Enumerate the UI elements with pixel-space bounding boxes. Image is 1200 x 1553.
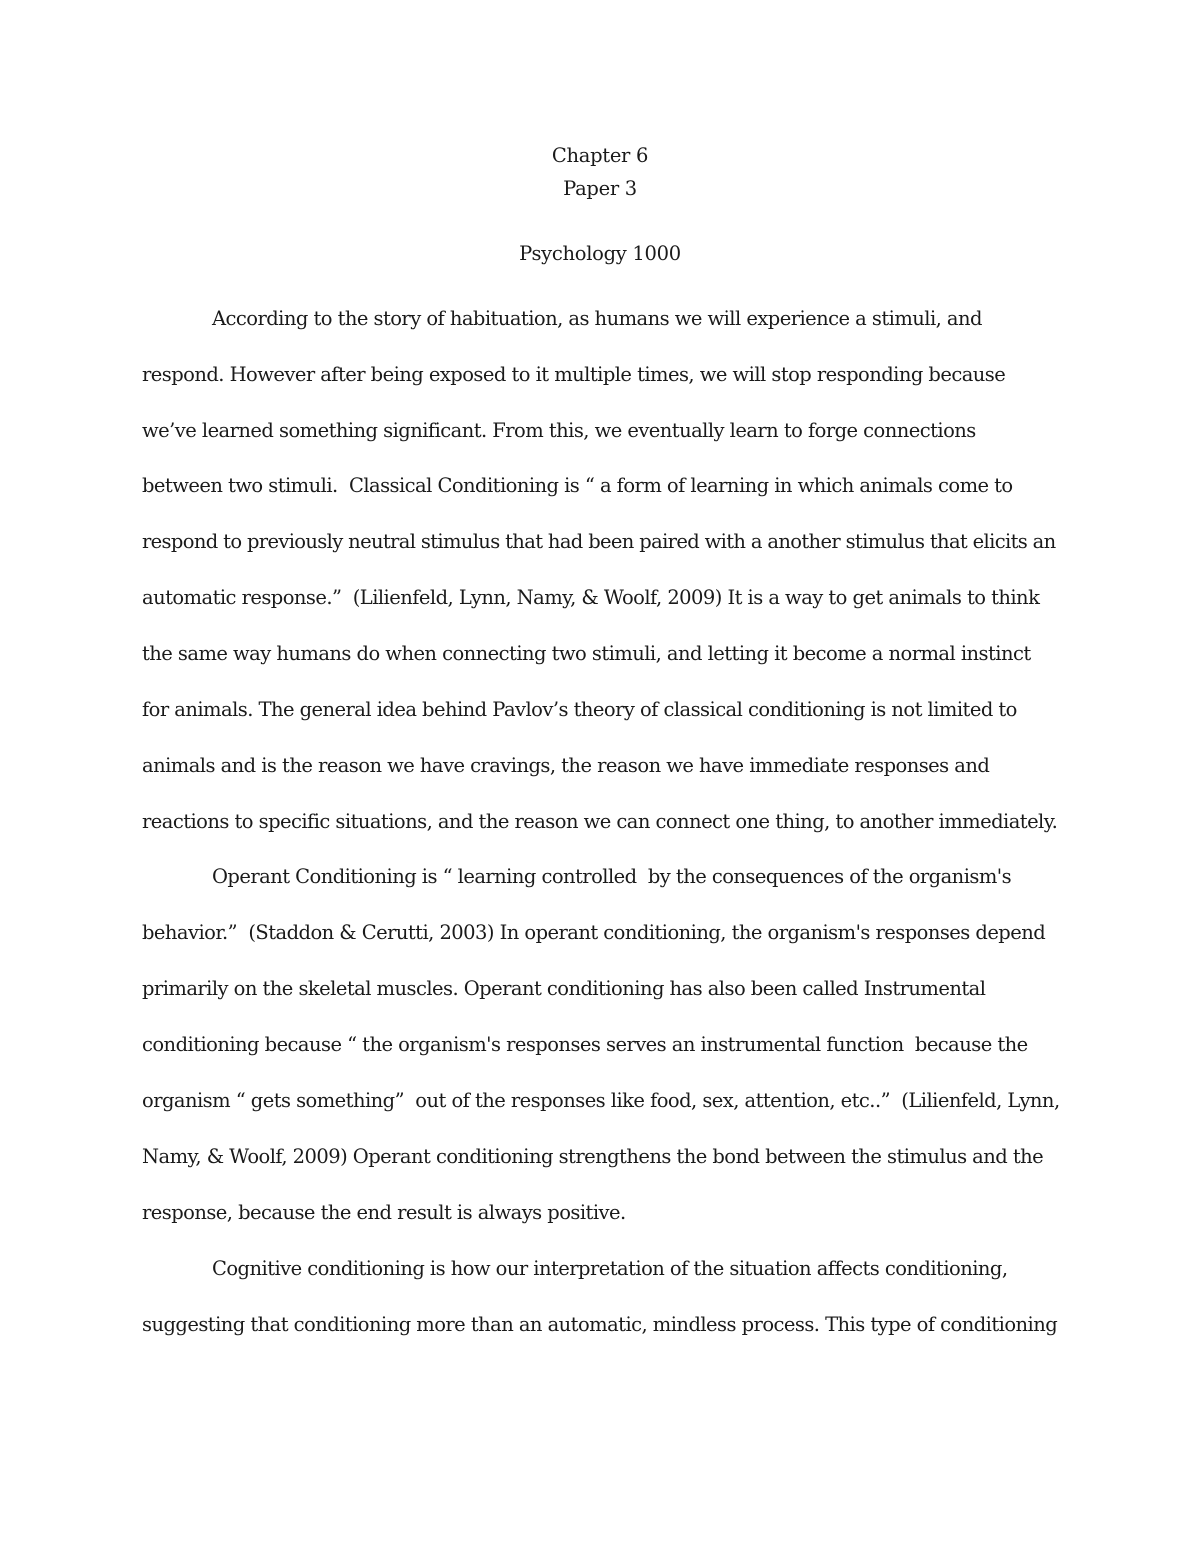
- body-line: respond. However after being exposed to it multiple times, we will stop responding because: [142, 363, 1006, 386]
- body-line: automatic response.” (Lilienfeld, Lynn, Namy, & Woolf, 2009) It is a way to get animals to think: [142, 586, 1040, 609]
- body-line: we’ve learned something significant. From this, we eventually learn to forge connections: [142, 419, 976, 442]
- body-line: animals and is the reason we have cravings, the reason we have immediate responses and: [142, 754, 990, 777]
- body-line: conditioning because “ the organism's responses serves an instrumental function because the: [142, 1033, 1028, 1056]
- body-line: respond to previously neutral stimulus that had been paired with a another stimulus that elicits an: [142, 530, 1056, 553]
- body-line: Cognitive conditioning is how our interpretation of the situation affects conditioning,: [212, 1257, 1008, 1280]
- paper-heading: Paper 3: [563, 177, 637, 200]
- body-line: suggesting that conditioning more than an automatic, mindless process. This type of conditioning: [142, 1313, 1058, 1336]
- body-line: the same way humans do when connecting two stimuli, and letting it become a normal instinct: [142, 642, 1031, 665]
- body-line: between two stimuli. Classical Conditioning is “ a form of learning in which animals come to: [142, 474, 1013, 497]
- body-line: Namy, & Woolf, 2009) Operant conditioning strengthens the bond between the stimulus and the: [142, 1145, 1044, 1168]
- body-line: reactions to specific situations, and the reason we can connect one thing, to another immediately.: [142, 810, 1058, 833]
- body-line: response, because the end result is always positive.: [142, 1201, 626, 1224]
- body-line: Operant Conditioning is “ learning controlled by the consequences of the organism's: [212, 865, 1012, 888]
- body-line: for animals. The general idea behind Pavlov’s theory of classical conditioning is not limited to: [142, 698, 1017, 721]
- body-line: organism “ gets something” out of the responses like food, sex, attention, etc..” (Lilienfeld, Lynn,: [142, 1089, 1060, 1112]
- course-heading: Psychology 1000: [519, 242, 681, 265]
- body-line: behavior.” (Staddon & Cerutti, 2003) In operant conditioning, the organism's responses depend: [142, 921, 1046, 944]
- chapter-heading: Chapter 6: [551, 144, 649, 167]
- body-line: primarily on the skeletal muscles. Operant conditioning has also been called Instrumental: [142, 977, 986, 1000]
- body-line: According to the story of habituation, as humans we will experience a stimuli, and: [212, 307, 982, 330]
